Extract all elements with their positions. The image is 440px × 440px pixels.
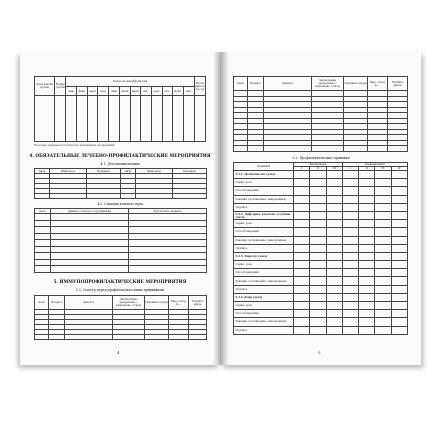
row-label: Реакция (осложнения, замедленная) [234, 277, 294, 285]
table-row [234, 146, 408, 152]
table-cell [310, 244, 326, 252]
table-cell [77, 96, 88, 142]
table-cell [342, 302, 358, 310]
table-cell [35, 96, 55, 142]
table-cell [342, 269, 358, 277]
down-sanation-table [34, 208, 207, 273]
column-header: II [310, 167, 326, 171]
table-cell [359, 269, 375, 277]
table-row [234, 236, 408, 244]
row-label: Подпись [234, 203, 294, 211]
column-header: Заключение (разрешено / запрещено, отвод) [312, 77, 344, 91]
table-cell [310, 277, 326, 285]
column-header: Мед. отвод до... [368, 77, 388, 91]
table-row [234, 302, 408, 310]
table-cell [342, 326, 358, 334]
table-cell [326, 252, 342, 260]
table-cell [375, 171, 391, 179]
table-cell [248, 146, 264, 152]
table-row [234, 261, 408, 269]
pre-vaccination-table [34, 295, 207, 340]
column-header: Результаты санации [129, 209, 207, 214]
table-cell [391, 302, 407, 310]
table-cell [87, 96, 98, 142]
table-cell [35, 194, 50, 199]
column-header: Причина отвода [344, 77, 368, 91]
table-cell [294, 252, 310, 260]
col-vaccine: Прививка [234, 163, 294, 171]
table-cell [342, 179, 358, 187]
column-header: нояб. [173, 87, 184, 96]
column-header: окт. [162, 87, 173, 96]
row-label: Серия, доза [234, 220, 294, 228]
table-cell [391, 244, 407, 252]
table-cell [294, 326, 310, 334]
table-cell [294, 195, 310, 203]
right-page [221, 52, 421, 365]
table-cell [342, 277, 358, 285]
row-label: Способ введения [234, 228, 294, 236]
pre-vaccination-table-continued [233, 76, 408, 152]
table-cell [375, 187, 391, 195]
table-cell [294, 285, 310, 293]
table-cell [173, 194, 207, 199]
column-header: Дата [234, 77, 248, 91]
table-cell [310, 285, 326, 293]
table-cell [310, 228, 326, 236]
column-header: Дата [35, 169, 50, 174]
table-cell [326, 179, 342, 187]
table-cell [294, 171, 310, 179]
table-cell [310, 252, 326, 260]
column-header: Препарат [87, 169, 121, 174]
table-cell [375, 326, 391, 334]
row-label: Реакция (осложнения, замедленная) [234, 318, 294, 326]
table-cell [51, 266, 129, 273]
table-cell [391, 220, 407, 228]
column-header: Подпись врача [388, 77, 408, 91]
table-row [234, 285, 408, 293]
table-cell [391, 277, 407, 285]
row-label: Подпись [234, 244, 294, 252]
table-cell [342, 244, 358, 252]
table-cell [359, 277, 375, 285]
table-cell [359, 195, 375, 203]
table-cell [310, 310, 326, 318]
table-cell [326, 261, 342, 269]
table-cell [310, 211, 326, 219]
table-cell [294, 293, 310, 301]
column-header: июнь [119, 87, 130, 96]
table-cell [310, 293, 326, 301]
table-row [234, 203, 408, 211]
table-cell [359, 302, 375, 310]
table-cell [294, 179, 310, 187]
table-cell [359, 244, 375, 252]
table-cell [173, 96, 184, 142]
table-row [234, 195, 408, 203]
table-row [35, 335, 207, 340]
table-cell [359, 187, 375, 195]
incubation-table [34, 76, 206, 142]
column-header: Подпись врача [189, 296, 207, 310]
table-cell [359, 252, 375, 260]
table-cell [359, 261, 375, 269]
table-cell [326, 277, 342, 285]
table-cell [294, 203, 310, 211]
table-cell [359, 326, 375, 334]
table-cell [375, 220, 391, 228]
table-row [234, 179, 408, 187]
table-cell [391, 310, 407, 318]
table-cell [359, 171, 375, 179]
section4-title: 4. ОБЯЗАТЕЛЬНЫЕ ЛЕЧЕБНО-ПРОФИЛАКТИЧЕСКИЕ МЕРОПРИЯТИЯ [29, 154, 211, 159]
column-header: Возраст [49, 296, 65, 310]
table-cell [359, 293, 375, 301]
table-cell [326, 310, 342, 318]
table-cell [359, 179, 375, 187]
row-label: Способ введения [234, 269, 294, 277]
table-cell [391, 326, 407, 334]
table-cell [391, 228, 407, 236]
table-cell [391, 187, 407, 195]
table-cell [342, 187, 358, 195]
column-header: Данные осмотра сотрудниками [51, 209, 129, 214]
table-cell [359, 236, 375, 244]
column-header: Дата [35, 296, 49, 310]
table-row [234, 228, 408, 236]
table-cell [342, 252, 358, 260]
table-cell [136, 194, 173, 199]
table-cell [375, 252, 391, 260]
table-cell [326, 236, 342, 244]
table-cell [375, 277, 391, 285]
table-cell [391, 252, 407, 260]
table-cell [359, 228, 375, 236]
notebook-spine [213, 52, 229, 365]
column-header: Заключение (разрешено / запрещено, отвод) [113, 296, 145, 310]
table-cell [310, 269, 326, 277]
row-label: Подпись [234, 326, 294, 334]
table-cell [391, 179, 407, 187]
table-cell [326, 269, 342, 277]
table-cell [375, 302, 391, 310]
table-cell [294, 261, 310, 269]
table-cell [375, 310, 391, 318]
row-label: 5.2.4. Корь (дата) [234, 293, 294, 301]
table-row [234, 220, 408, 228]
table-cell [375, 195, 391, 203]
table-cell [169, 335, 189, 340]
column-header: апр. [98, 87, 109, 96]
table-row [234, 293, 408, 301]
table-cell [342, 228, 358, 236]
section51-title: 5.1. Осмотр перед профилактическими прививками [75, 288, 165, 292]
table-cell [35, 266, 51, 273]
table-cell [183, 96, 194, 142]
table-cell [342, 203, 358, 211]
column-header: май [109, 87, 120, 96]
table-row [234, 171, 408, 179]
table-cell [145, 335, 169, 340]
table-cell [310, 179, 326, 187]
table-cell [326, 285, 342, 293]
table-cell [375, 285, 391, 293]
table-row [234, 211, 408, 219]
column-header: февр. [77, 87, 88, 96]
table-cell [130, 96, 141, 142]
table-cell [87, 194, 121, 199]
column-header: Животное [136, 169, 173, 174]
table-cell [294, 236, 310, 244]
row-label: Серия, доза [234, 261, 294, 269]
table-cell [342, 285, 358, 293]
table-cell [359, 285, 375, 293]
table-cell [294, 302, 310, 310]
column-header: дек. [183, 87, 194, 96]
open-notebook [20, 52, 422, 365]
table-cell [359, 310, 375, 318]
table-cell [326, 302, 342, 310]
table-cell [375, 211, 391, 219]
table-cell [194, 96, 205, 142]
table-cell [312, 146, 344, 152]
table-cell [342, 318, 358, 326]
column-header: Диагноз [65, 296, 113, 310]
table-cell [113, 335, 145, 340]
group-revaccination: Ревакцинация [342, 163, 407, 167]
table-row [234, 187, 408, 195]
table-cell [326, 228, 342, 236]
table-cell [294, 187, 310, 195]
table-cell [310, 171, 326, 179]
column-header: III [375, 167, 391, 171]
table-cell [375, 236, 391, 244]
column-header: Причина отвода [145, 296, 169, 310]
table-cell [391, 203, 407, 211]
row-label: 5.2.3. Паротит (дата) [234, 252, 294, 260]
col-sample-num: Номер пробы [55, 77, 66, 96]
table-cell [326, 326, 342, 334]
table-cell [391, 211, 407, 219]
page-number-right: 5 [318, 350, 321, 355]
table-cell [391, 285, 407, 293]
footnote: В колонке указывается количество проведённых исследований [34, 144, 115, 147]
column-header: июль [130, 87, 141, 96]
table-cell [141, 96, 152, 142]
table-cell [151, 96, 162, 142]
table-cell [310, 302, 326, 310]
row-label: Способ введения [234, 187, 294, 195]
table-row [234, 326, 408, 334]
table-cell [342, 310, 358, 318]
table-cell [359, 203, 375, 211]
table-cell [66, 96, 77, 142]
table-cell [50, 194, 87, 199]
row-label: Способ введения [234, 310, 294, 318]
table-cell [294, 318, 310, 326]
table-cell [55, 96, 66, 142]
table-cell [310, 326, 326, 334]
table-cell [342, 211, 358, 219]
table-row [234, 277, 408, 285]
table-cell [119, 96, 130, 142]
table-cell [310, 236, 326, 244]
table-cell [234, 146, 248, 152]
table-cell [294, 269, 310, 277]
table-cell [342, 293, 358, 301]
table-cell [388, 146, 408, 152]
row-label: Серия, доза [234, 179, 294, 187]
table-cell [162, 96, 173, 142]
column-header: Препарат [173, 169, 207, 174]
table-cell [375, 293, 391, 301]
group-vaccination: Вакцинация [294, 163, 343, 167]
column-header: I [294, 167, 310, 171]
column-header: Животное [50, 169, 87, 174]
table-cell [391, 269, 407, 277]
table-cell [294, 228, 310, 236]
vaccination-table [233, 162, 408, 335]
table-row [35, 266, 207, 273]
table-cell [326, 244, 342, 252]
table-cell [391, 236, 407, 244]
table-cell [326, 195, 342, 203]
table-cell [342, 261, 358, 269]
table-cell [359, 318, 375, 326]
table-cell [326, 318, 342, 326]
table-cell [359, 220, 375, 228]
table-cell [121, 194, 136, 199]
section41-title: 4.1. Дегельминтизация [100, 162, 140, 166]
table-cell [326, 187, 342, 195]
table-cell [391, 293, 407, 301]
table-cell [391, 171, 407, 179]
table-cell [375, 179, 391, 187]
table-cell [342, 236, 358, 244]
row-label: Реакция (осложнения, замедленная) [234, 195, 294, 203]
table-cell [368, 146, 388, 152]
group-header: Контроль инкубации яиц [66, 77, 194, 87]
col-date: Дата взятия пробы [35, 77, 55, 96]
table-cell [310, 318, 326, 326]
column-header: IV [391, 167, 407, 171]
table-cell [49, 335, 65, 340]
table-cell [310, 187, 326, 195]
col-summary: Итоги работы за год [194, 77, 205, 96]
table-cell [310, 203, 326, 211]
column-header: авг. [141, 87, 152, 96]
table-cell [375, 228, 391, 236]
table-cell [189, 335, 207, 340]
table-cell [294, 211, 310, 219]
column-header: март [87, 87, 98, 96]
table-cell [310, 195, 326, 203]
table-cell [375, 318, 391, 326]
table-cell [98, 96, 109, 142]
table-cell [294, 277, 310, 285]
column-header: Дата [35, 209, 51, 214]
table-cell [35, 335, 49, 340]
column-header: янв. [66, 87, 77, 96]
table-cell [65, 335, 113, 340]
table-cell [342, 171, 358, 179]
table-cell [344, 146, 368, 152]
table-cell [326, 171, 342, 179]
row-label: Серия, доза [234, 302, 294, 310]
row-label: 5.2.1. Полиомиелит (дата) [234, 171, 294, 179]
table-cell [391, 195, 407, 203]
table-cell [310, 220, 326, 228]
table-cell [264, 146, 312, 152]
column-header: Дата [121, 169, 136, 174]
table-cell [129, 266, 207, 273]
table-row [234, 252, 408, 260]
table-cell [326, 203, 342, 211]
section42-title: 4.2. Санация кожного пуха [97, 202, 143, 206]
table-cell [326, 293, 342, 301]
column-header: сент. [151, 87, 162, 96]
table-cell [310, 261, 326, 269]
table-cell [342, 195, 358, 203]
column-header: I [342, 167, 358, 171]
table-row [234, 244, 408, 252]
table-row [234, 318, 408, 326]
table-cell [294, 310, 310, 318]
table-cell [326, 211, 342, 219]
column-header: III [326, 167, 342, 171]
table-row [234, 310, 408, 318]
table-row [35, 194, 207, 199]
section52-title: 5.2. Профилактические прививки [292, 156, 350, 160]
table-cell [375, 269, 391, 277]
deworming-table [34, 168, 207, 199]
column-header: Возраст [248, 77, 264, 91]
table-cell [375, 244, 391, 252]
row-label: 5.2.2. Дифтерия, коклюш, столбняк (дата) [234, 211, 294, 219]
table-cell [342, 220, 358, 228]
section5-title: 5. ИММУНОПРОФИЛАКТИЧЕСКИЕ МЕРОПРИЯТИЯ [53, 280, 187, 285]
table-cell [109, 96, 120, 142]
table-cell [375, 261, 391, 269]
table-cell [294, 220, 310, 228]
table-cell [294, 244, 310, 252]
table-cell [375, 203, 391, 211]
table-cell [326, 220, 342, 228]
table-cell [391, 318, 407, 326]
row-label: Реакция (осложнения, замедленная) [234, 236, 294, 244]
column-header: Мед. отвод до... [169, 296, 189, 310]
row-label: Подпись [234, 285, 294, 293]
left-page [20, 52, 220, 365]
column-header: II [359, 167, 375, 171]
table-cell [391, 261, 407, 269]
table-row [234, 269, 408, 277]
page-number-left: 4 [117, 350, 120, 355]
table-cell [359, 211, 375, 219]
column-header: Диагноз [264, 77, 312, 91]
